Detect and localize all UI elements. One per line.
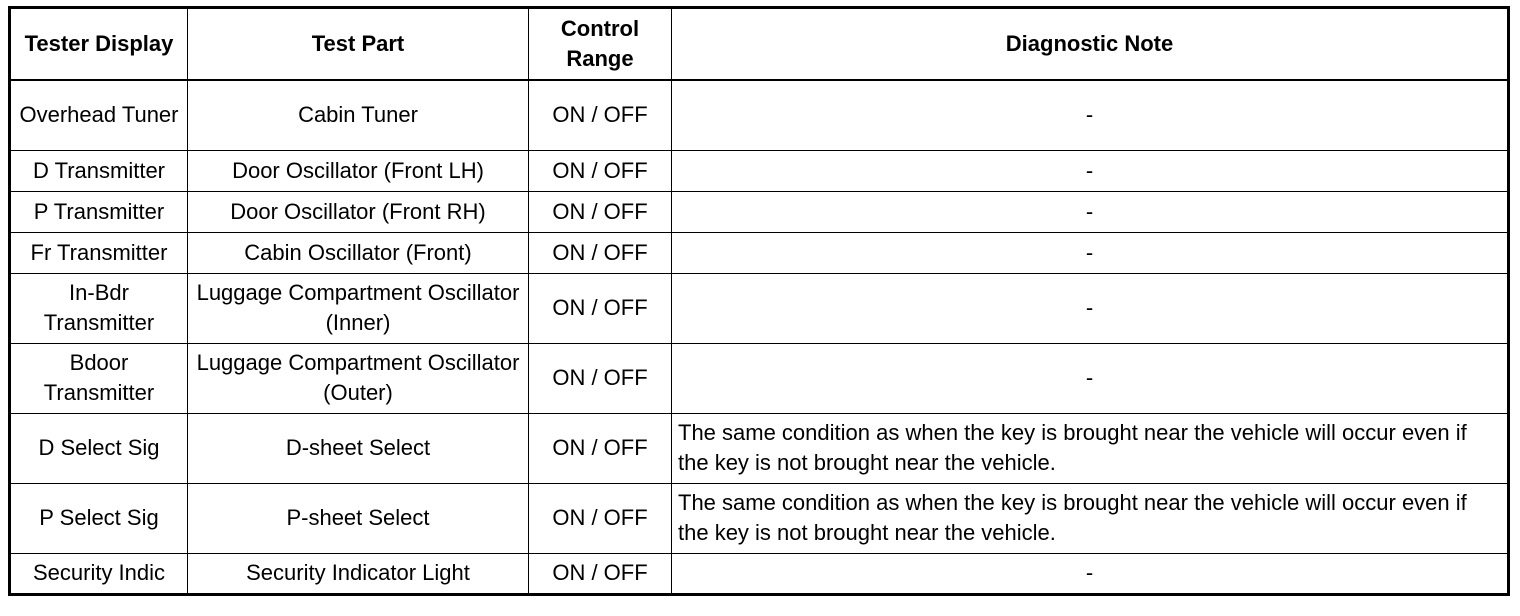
- table-row: [10, 553, 1509, 594]
- table-row: [10, 191, 1509, 232]
- cell-test-part: Door Oscillator (Front RH): [188, 191, 529, 232]
- cell-control-range: ON / OFF: [529, 273, 672, 343]
- table-row: [10, 343, 1509, 413]
- cell-tester-display: D Transmitter: [10, 150, 188, 191]
- table-row: [10, 80, 1509, 150]
- cell-tester-display: P Transmitter: [10, 191, 188, 232]
- table-row: [10, 413, 1509, 483]
- cell-test-part: D-sheet Select: [188, 413, 529, 483]
- cell-test-part: Cabin Oscillator (Front): [188, 232, 529, 273]
- cell-tester-display: P Select Sig: [10, 483, 188, 553]
- header-diagnostic-note: Diagnostic Note: [672, 8, 1509, 81]
- header-control-range: Control Range: [529, 8, 672, 81]
- cell-test-part: Door Oscillator (Front LH): [188, 150, 529, 191]
- diagnostic-table: [8, 6, 1510, 596]
- cell-control-range: ON / OFF: [529, 483, 672, 553]
- cell-control-range: ON / OFF: [529, 553, 672, 594]
- cell-diagnostic-note: -: [672, 273, 1509, 343]
- cell-tester-display: In-Bdr Transmitter: [10, 273, 188, 343]
- cell-diagnostic-note: -: [672, 553, 1509, 594]
- table-row: [10, 483, 1509, 553]
- cell-test-part: Luggage Compartment Oscillator (Outer): [188, 343, 529, 413]
- cell-diagnostic-note: -: [672, 343, 1509, 413]
- cell-test-part: P-sheet Select: [188, 483, 529, 553]
- cell-diagnostic-note: -: [672, 191, 1509, 232]
- cell-test-part: Cabin Tuner: [188, 80, 529, 150]
- cell-test-part: Security Indicator Light: [188, 553, 529, 594]
- table-row: [10, 232, 1509, 273]
- header-tester-display: Tester Display: [10, 8, 188, 81]
- cell-control-range: ON / OFF: [529, 80, 672, 150]
- cell-control-range: ON / OFF: [529, 232, 672, 273]
- header-test-part: Test Part: [188, 8, 529, 81]
- header-row: [10, 8, 1509, 81]
- cell-tester-display: Overhead Tuner: [10, 80, 188, 150]
- cell-control-range: ON / OFF: [529, 343, 672, 413]
- cell-test-part: Luggage Compartment Oscillator (Inner): [188, 273, 529, 343]
- cell-diagnostic-note: -: [672, 80, 1509, 150]
- cell-tester-display: Bdoor Transmitter: [10, 343, 188, 413]
- cell-diagnostic-note: The same condition as when the key is brought near the vehicle will occur even if the key is not brought near the vehicle.: [672, 483, 1509, 553]
- cell-tester-display: Fr Transmitter: [10, 232, 188, 273]
- cell-tester-display: Security Indic: [10, 553, 188, 594]
- cell-control-range: ON / OFF: [529, 150, 672, 191]
- cell-tester-display: D Select Sig: [10, 413, 188, 483]
- cell-control-range: ON / OFF: [529, 191, 672, 232]
- cell-control-range: ON / OFF: [529, 413, 672, 483]
- table-row: [10, 273, 1509, 343]
- cell-diagnostic-note: -: [672, 232, 1509, 273]
- cell-diagnostic-note: -: [672, 150, 1509, 191]
- cell-diagnostic-note: The same condition as when the key is brought near the vehicle will occur even if the key is not brought near the vehicle.: [672, 413, 1509, 483]
- table-row: [10, 150, 1509, 191]
